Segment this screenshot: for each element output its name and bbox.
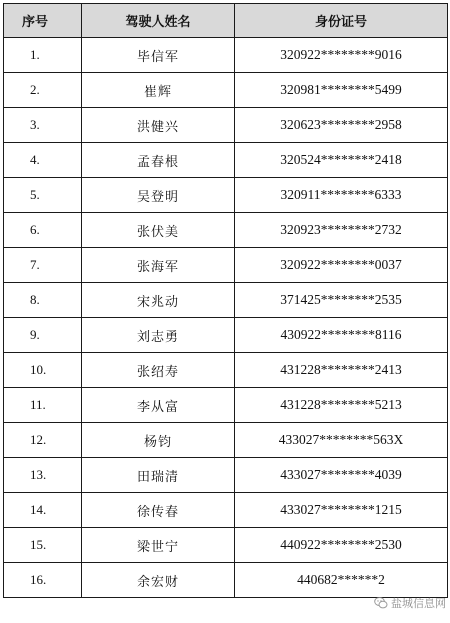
row-driver-name: 张绍寿: [82, 353, 235, 388]
row-serial: 1.: [4, 38, 82, 73]
row-serial: 11.: [4, 388, 82, 423]
row-id-number: 320922********0037: [235, 248, 448, 283]
table-row: [4, 458, 448, 493]
row-serial: 9.: [4, 318, 82, 353]
row-driver-name: 张伏美: [82, 213, 235, 248]
row-driver-name: 田瑞清: [82, 458, 235, 493]
row-serial: 3.: [4, 108, 82, 143]
table-row: [4, 108, 448, 143]
row-id-number: 320524********2418: [235, 143, 448, 178]
table-row: [4, 318, 448, 353]
row-serial: 12.: [4, 423, 82, 458]
row-serial: 15.: [4, 528, 82, 563]
header-driver-name: 驾驶人姓名: [82, 4, 235, 38]
row-driver-name: 宋兆动: [82, 283, 235, 318]
row-driver-name: 徐传春: [82, 493, 235, 528]
row-serial: 10.: [4, 353, 82, 388]
header-id-number: 身份证号: [235, 4, 448, 38]
table-row: [4, 283, 448, 318]
wechat-icon: [374, 596, 388, 610]
row-serial: 5.: [4, 178, 82, 213]
table-row: [4, 143, 448, 178]
table-row: [4, 213, 448, 248]
row-id-number: 320923********2732: [235, 213, 448, 248]
row-driver-name: 李从富: [82, 388, 235, 423]
table-row: [4, 563, 448, 598]
watermark-text: 盐城信息网: [391, 597, 446, 610]
row-serial: 7.: [4, 248, 82, 283]
row-serial: 2.: [4, 73, 82, 108]
table-row: [4, 353, 448, 388]
row-id-number: 320911********6333: [235, 178, 448, 213]
row-driver-name: 杨钧: [82, 423, 235, 458]
row-serial: 4.: [4, 143, 82, 178]
row-driver-name: 孟春根: [82, 143, 235, 178]
table-row: [4, 528, 448, 563]
table-row: [4, 178, 448, 213]
driver-table: [3, 3, 448, 598]
table-row: [4, 73, 448, 108]
table-header-row: [4, 4, 448, 38]
row-driver-name: 张海军: [82, 248, 235, 283]
row-id-number: 431228********2413: [235, 353, 448, 388]
row-id-number: 440682******2: [235, 563, 448, 598]
table-row: [4, 388, 448, 423]
row-id-number: 433027********563X: [235, 423, 448, 458]
row-id-number: 431228********5213: [235, 388, 448, 423]
row-id-number: 430922********8116: [235, 318, 448, 353]
row-driver-name: 余宏财: [82, 563, 235, 598]
row-id-number: 320922********9016: [235, 38, 448, 73]
row-driver-name: 梁世宁: [82, 528, 235, 563]
row-driver-name: 崔辉: [82, 73, 235, 108]
row-driver-name: 毕信军: [82, 38, 235, 73]
header-serial-number: 序号: [4, 4, 82, 38]
row-id-number: 371425********2535: [235, 283, 448, 318]
row-id-number: 320981********5499: [235, 73, 448, 108]
row-serial: 6.: [4, 213, 82, 248]
row-id-number: 433027********1215: [235, 493, 448, 528]
table-row: [4, 423, 448, 458]
driver-table-container: [3, 3, 447, 598]
row-id-number: 440922********2530: [235, 528, 448, 563]
watermark: [374, 595, 446, 611]
row-driver-name: 吴登明: [82, 178, 235, 213]
table-row: [4, 493, 448, 528]
row-driver-name: 刘志勇: [82, 318, 235, 353]
row-driver-name: 洪健兴: [82, 108, 235, 143]
row-serial: 14.: [4, 493, 82, 528]
table-row: [4, 248, 448, 283]
row-id-number: 320623********2958: [235, 108, 448, 143]
row-serial: 16.: [4, 563, 82, 598]
row-id-number: 433027********4039: [235, 458, 448, 493]
table-row: [4, 38, 448, 73]
row-serial: 13.: [4, 458, 82, 493]
row-serial: 8.: [4, 283, 82, 318]
